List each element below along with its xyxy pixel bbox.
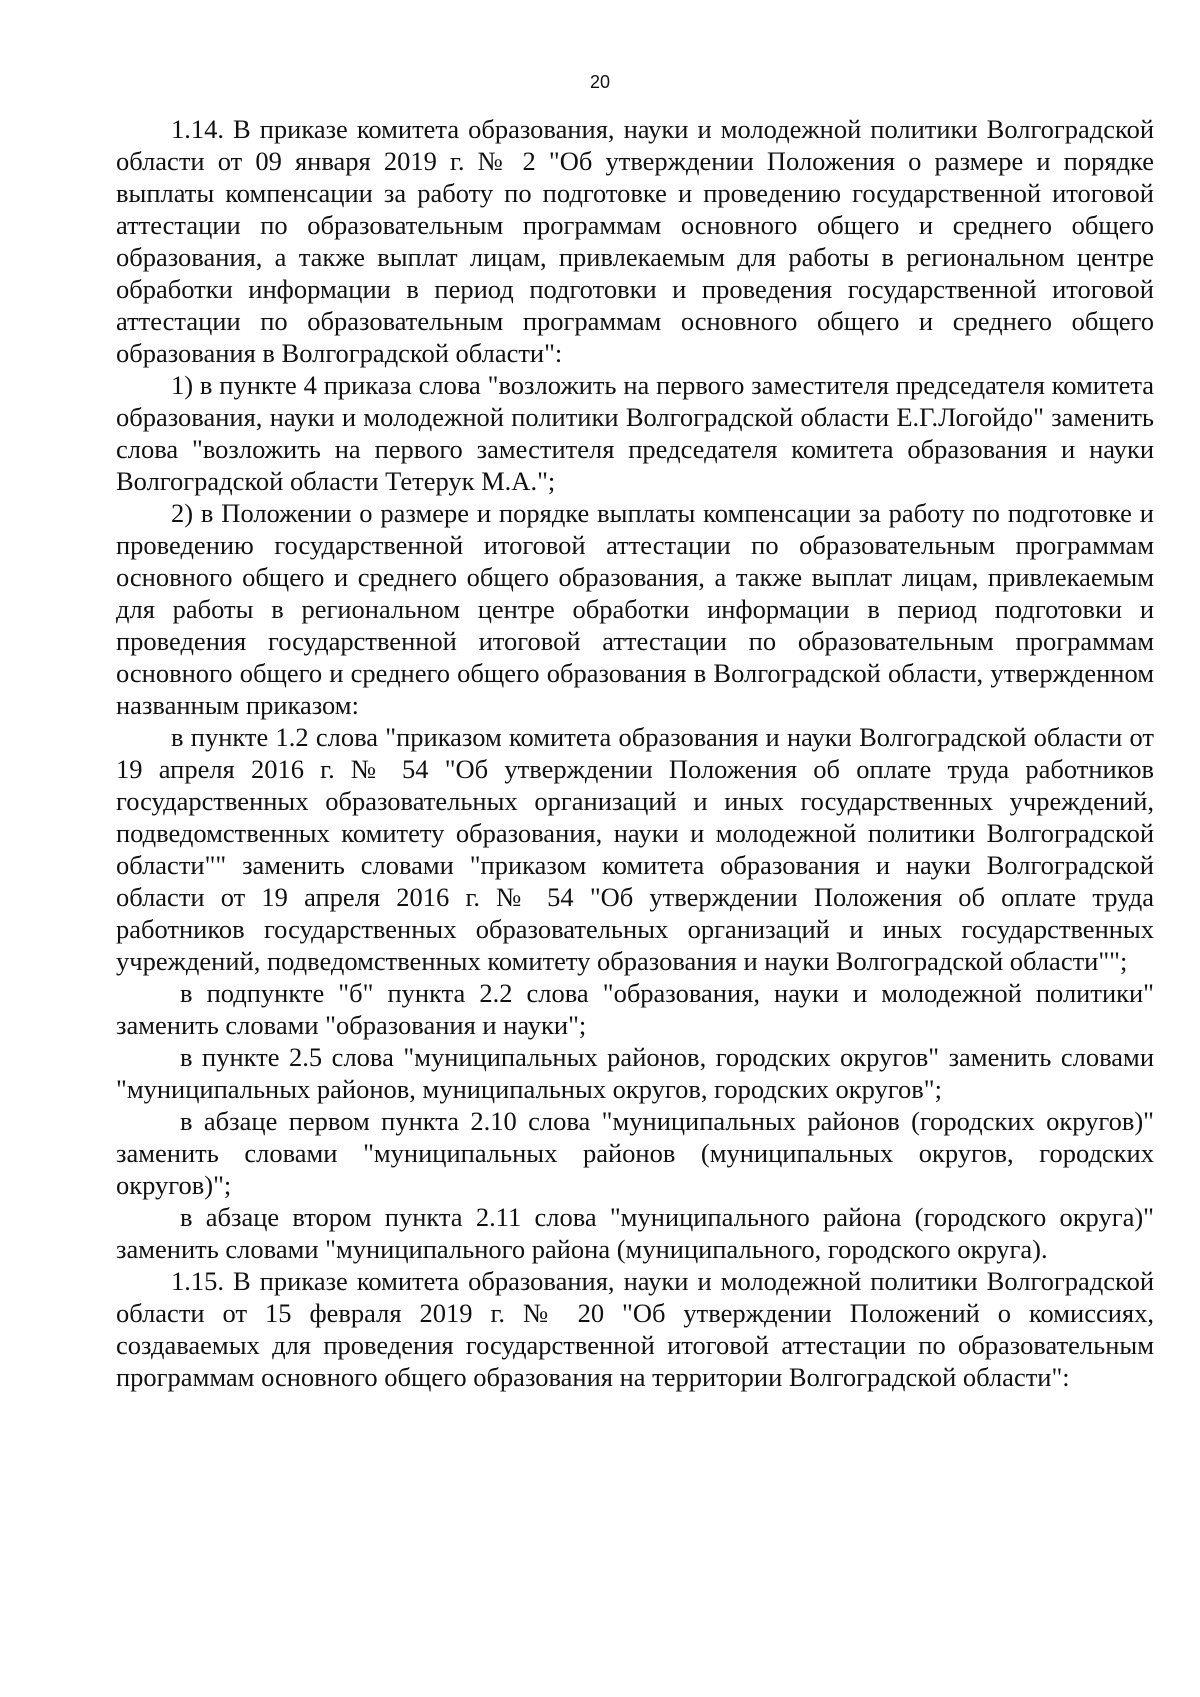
document-body xyxy=(116,113,1154,1393)
page-number: 20 xyxy=(589,72,611,92)
paragraph-1-14: 1.14. В приказе комитета образования, науки и молодежной политики Волгоградской области от 09 января 2019 г. № 2 "Об утверждении Положения о размере и порядке выплаты компенсации за работу по подготовке и проведению государственной итоговой аттестации по образовательным программам основного общего и среднего общего образования, а также выплат лицам, привлекаемым для работы в региональном центре обработки информации в период подготовки и проведения государственной итоговой аттестации по образовательным программам основного общего и среднего общего образования в Волгоградской области": xyxy=(116,114,1154,368)
paragraph-1-15: 1.15. В приказе комитета образования, науки и молодежной политики Волгоградской области от 15 февраля 2019 г. № 20 "Об утверждении Положений о комиссиях, создаваемых для проведения государственной итоговой аттестации по образовательным программам основного общего образования на территории Волгоградской области": xyxy=(116,1266,1154,1392)
paragraph-point-2-10: в абзаце первом пункта 2.10 слова "муниципальных районов (городских округов)" заменить словами "муниципальных районов (муниципальных округов, городских округов)"; xyxy=(116,1106,1154,1200)
paragraph-point-2-11: в абзаце втором пункта 2.11 слова "муниципального района (городского округа)" заменить словами "муниципального района (муниципального, городского округа). xyxy=(116,1202,1154,1264)
paragraph-point-1-2: в пункте 1.2 слова "приказом комитета образования и науки Волгоградской области от 19 апреля 2016 г. № 54 "Об утверждении Положения об оплате труда работников государственных образовательных организаций и иных государственных учреждений, подведомственных комитету образования, науки и молодежной политики Волгоградской области"" заменить словами "приказом комитета образования и науки Волгоградской области от 19 апреля 2016 г. № 54 "Об утверждении Положения об оплате труда работников государственных образовательных организаций и иных государственных учреждений, подведомственных комитету образования и науки Волгоградской области""; xyxy=(116,722,1154,976)
paragraph-item-2: 2) в Положении о размере и порядке выплаты компенсации за работу по подготовке и проведению государственной итоговой аттестации по образовательным программам основного общего и среднего общего образования, а также выплат лицам, привлекаемым для работы в региональном центре обработки информации в период подготовки и проведения государственной итоговой аттестации по образовательным программам основного общего и среднего общего образования в Волгоградской области, утвержденном названным приказом: xyxy=(116,498,1154,720)
paragraph-subpoint-2-2: в подпункте "б" пункта 2.2 слова "образования, науки и молодежной политики" заменить словами "образования и науки"; xyxy=(116,978,1154,1040)
paragraph-item-1: 1) в пункте 4 приказа слова "возложить на первого заместителя председателя комитета образования, науки и молодежной политики Волгоградской области Е.Г.Логойдо" заменить слова "возложить на первого заместителя председателя комитета образования и науки Волгоградской области Тетерук М.А."; xyxy=(116,370,1154,496)
paragraph-point-2-5: в пункте 2.5 слова "муниципальных районов, городских округов" заменить словами "муниципальных районов, муниципальных округов, городских округов"; xyxy=(116,1042,1154,1104)
